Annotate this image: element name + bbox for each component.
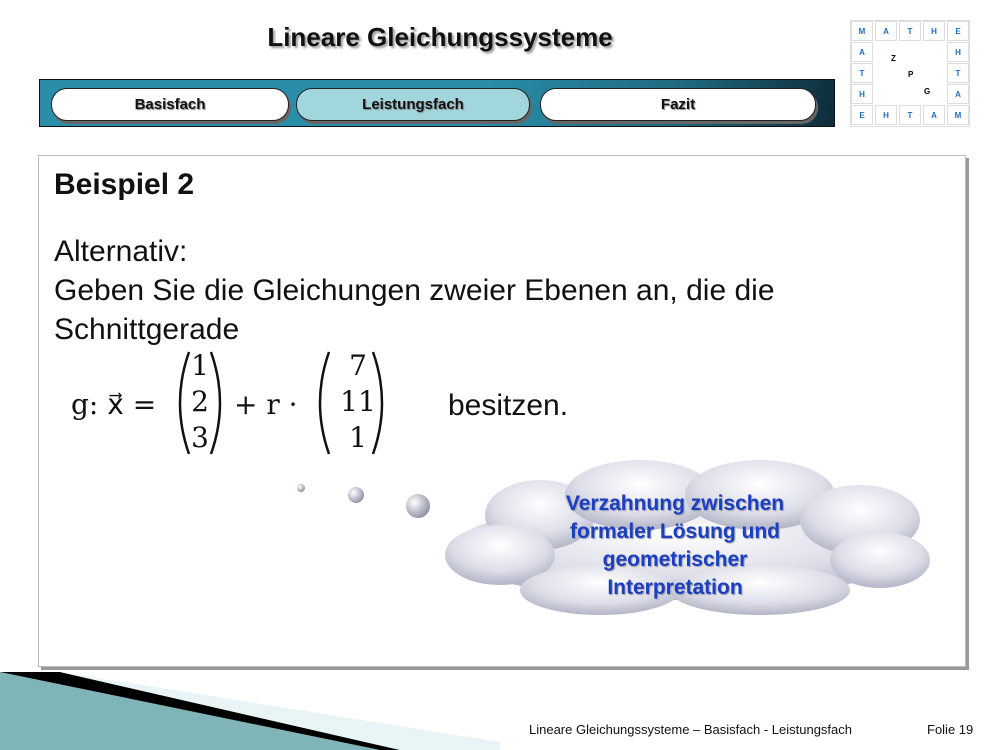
logo-letter: H <box>947 42 969 62</box>
task-line: Schnittgerade <box>54 313 240 346</box>
logo-letter: T <box>851 63 873 83</box>
logo-letter: M <box>947 105 969 125</box>
logo-letter: A <box>875 21 897 41</box>
logo-letter: P <box>908 70 914 79</box>
footer-text: Lineare Gleichungssysteme – Basisfach - Leistungsfach <box>529 722 853 737</box>
slide-number: Folie 19 <box>927 722 974 737</box>
cloud-text <box>500 490 850 602</box>
cloud-line: Verzahnung zwischen <box>565 492 785 515</box>
equation-lhs: g: x⃗ = <box>71 388 157 421</box>
logo-letter: H <box>851 84 873 104</box>
slide-title: Lineare Gleichungssysteme <box>267 22 613 52</box>
nav-basisfach-button[interactable]: Basisfach <box>51 88 289 121</box>
logo-letter: H <box>875 105 897 125</box>
cloud-line: geometrischer <box>602 548 748 571</box>
equation-operator: + r · <box>234 388 298 421</box>
vector-entry: 1 <box>349 421 367 454</box>
logo-letter: E <box>947 21 969 41</box>
logo-letter: M <box>851 21 873 41</box>
cloud-line: formaler Lösung und <box>570 520 780 543</box>
vector-entry: 7 <box>349 349 367 382</box>
logo-letter: T <box>947 63 969 83</box>
nav-leistungsfach-button[interactable]: Leistungsfach <box>296 88 530 121</box>
cloud-bubble <box>406 494 430 518</box>
cloud-bubble <box>348 487 364 503</box>
logo-letter: A <box>923 105 945 125</box>
logo-letter: T <box>899 21 921 41</box>
logo-letter: H <box>923 21 945 41</box>
example-heading: Beispiel 2 <box>54 168 195 201</box>
vector-entry: 3 <box>191 421 209 454</box>
task-line: Alternativ: <box>54 235 188 268</box>
vector-entry: 1 <box>191 349 209 382</box>
logo-letter: Z <box>891 54 896 63</box>
logo-letter: A <box>851 42 873 62</box>
logo-letter: E <box>851 105 873 125</box>
equation-suffix: besitzen. <box>448 389 569 422</box>
logo-letter: T <box>899 105 921 125</box>
nav-fazit-button[interactable]: Fazit <box>540 88 816 121</box>
task-line: Geben Sie die Gleichungen zweier Ebenen an, die die <box>54 274 775 307</box>
vector-entry: 11 <box>340 385 376 418</box>
logo-letter: A <box>947 84 969 104</box>
cloud-bubble <box>297 484 305 492</box>
logo-letter: G <box>924 87 931 96</box>
cloud-line: Interpretation <box>607 576 743 599</box>
vector-entry: 2 <box>191 385 209 418</box>
